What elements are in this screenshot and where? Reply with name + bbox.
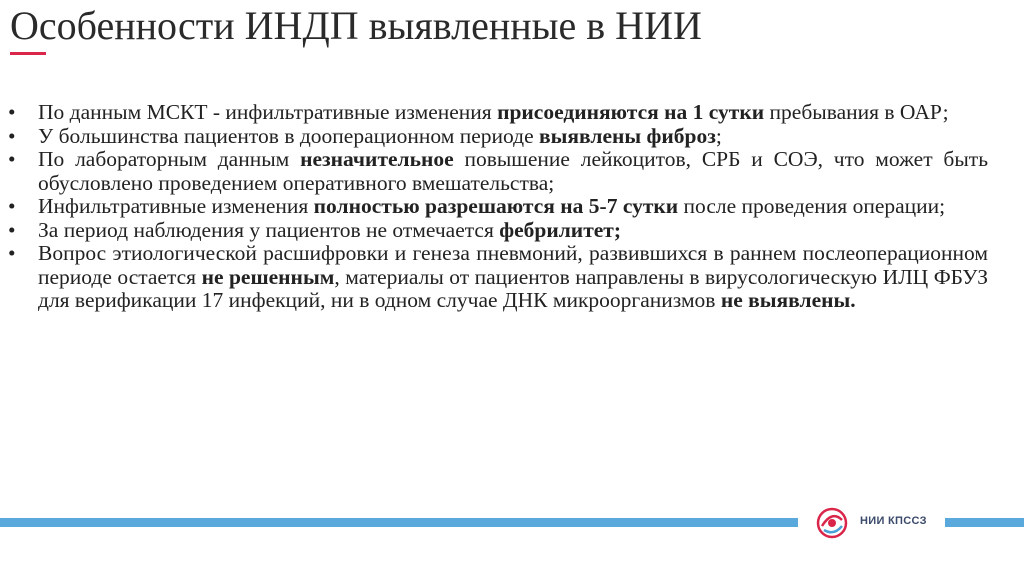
bullet-marker: •: [8, 194, 16, 218]
bullet-text: За период наблюдения у пациентов не отмечается: [38, 217, 500, 242]
bullet-text: , материалы от пациентов направлены в вирусологическую ИЛЦ ФБУЗ для верификации 17 инфекций, ни в одном случае ДНК микроорганизмов: [38, 264, 988, 312]
bullet-marker: •: [8, 123, 16, 148]
bullet-text: У большинства пациентов в дооперационном периоде: [38, 123, 540, 148]
bullet-text: По лабораторным данным: [38, 147, 301, 171]
bullet-marker: •: [8, 217, 16, 242]
bullet-emphasis: не выявлены.: [720, 288, 856, 312]
bullet-list: [0, 101, 1000, 313]
bullet-text: пребывания в ОАР;: [764, 100, 949, 124]
bullet-item: [0, 219, 1000, 243]
bullet-emphasis: выявлены фиброз: [539, 123, 716, 148]
bullet-emphasis: незначительное: [300, 147, 454, 171]
bullet-text: повышение лейкоцитов, СРБ и СОЭ, что может быть обусловлено проведением оперативного вмешательства;: [38, 147, 988, 195]
slide-title: Особенности ИНДП выявленные в НИИ: [10, 3, 702, 48]
bullet-item: [0, 101, 1000, 125]
bullet-emphasis: не решенным: [201, 264, 335, 289]
footer-bar-left: [0, 518, 798, 527]
bullet-item: [0, 195, 1000, 219]
bullet-text: ;: [715, 123, 722, 148]
bullet-emphasis: фебрилитет;: [499, 217, 622, 242]
bullet-marker: •: [8, 241, 16, 265]
bullet-text: По данным МСКТ - инфильтративные изменения: [38, 100, 498, 124]
bullet-item: [0, 148, 1000, 195]
bullet-emphasis: полностью разрешаются на 5-7 сутки: [313, 194, 679, 218]
bullet-marker: •: [8, 147, 16, 171]
bullet-text: Инфильтративные изменения: [38, 194, 314, 218]
bullet-text: после проведения операции;: [678, 194, 946, 218]
bullet-text: Вопрос этиологической расшифровки и генеза пневмоний, развившихся в раннем послеоперационном периоде остается: [38, 241, 988, 289]
title-accent-rule: [10, 52, 46, 55]
logo-text: НИИ КПССЗ: [860, 515, 927, 527]
bullet-marker: •: [8, 100, 16, 124]
bullet-emphasis: присоединяются на 1 сутки: [497, 100, 765, 124]
bullet-item: [0, 242, 1000, 313]
bullet-item: [0, 125, 1000, 149]
footer-bar-right: [945, 518, 1024, 527]
